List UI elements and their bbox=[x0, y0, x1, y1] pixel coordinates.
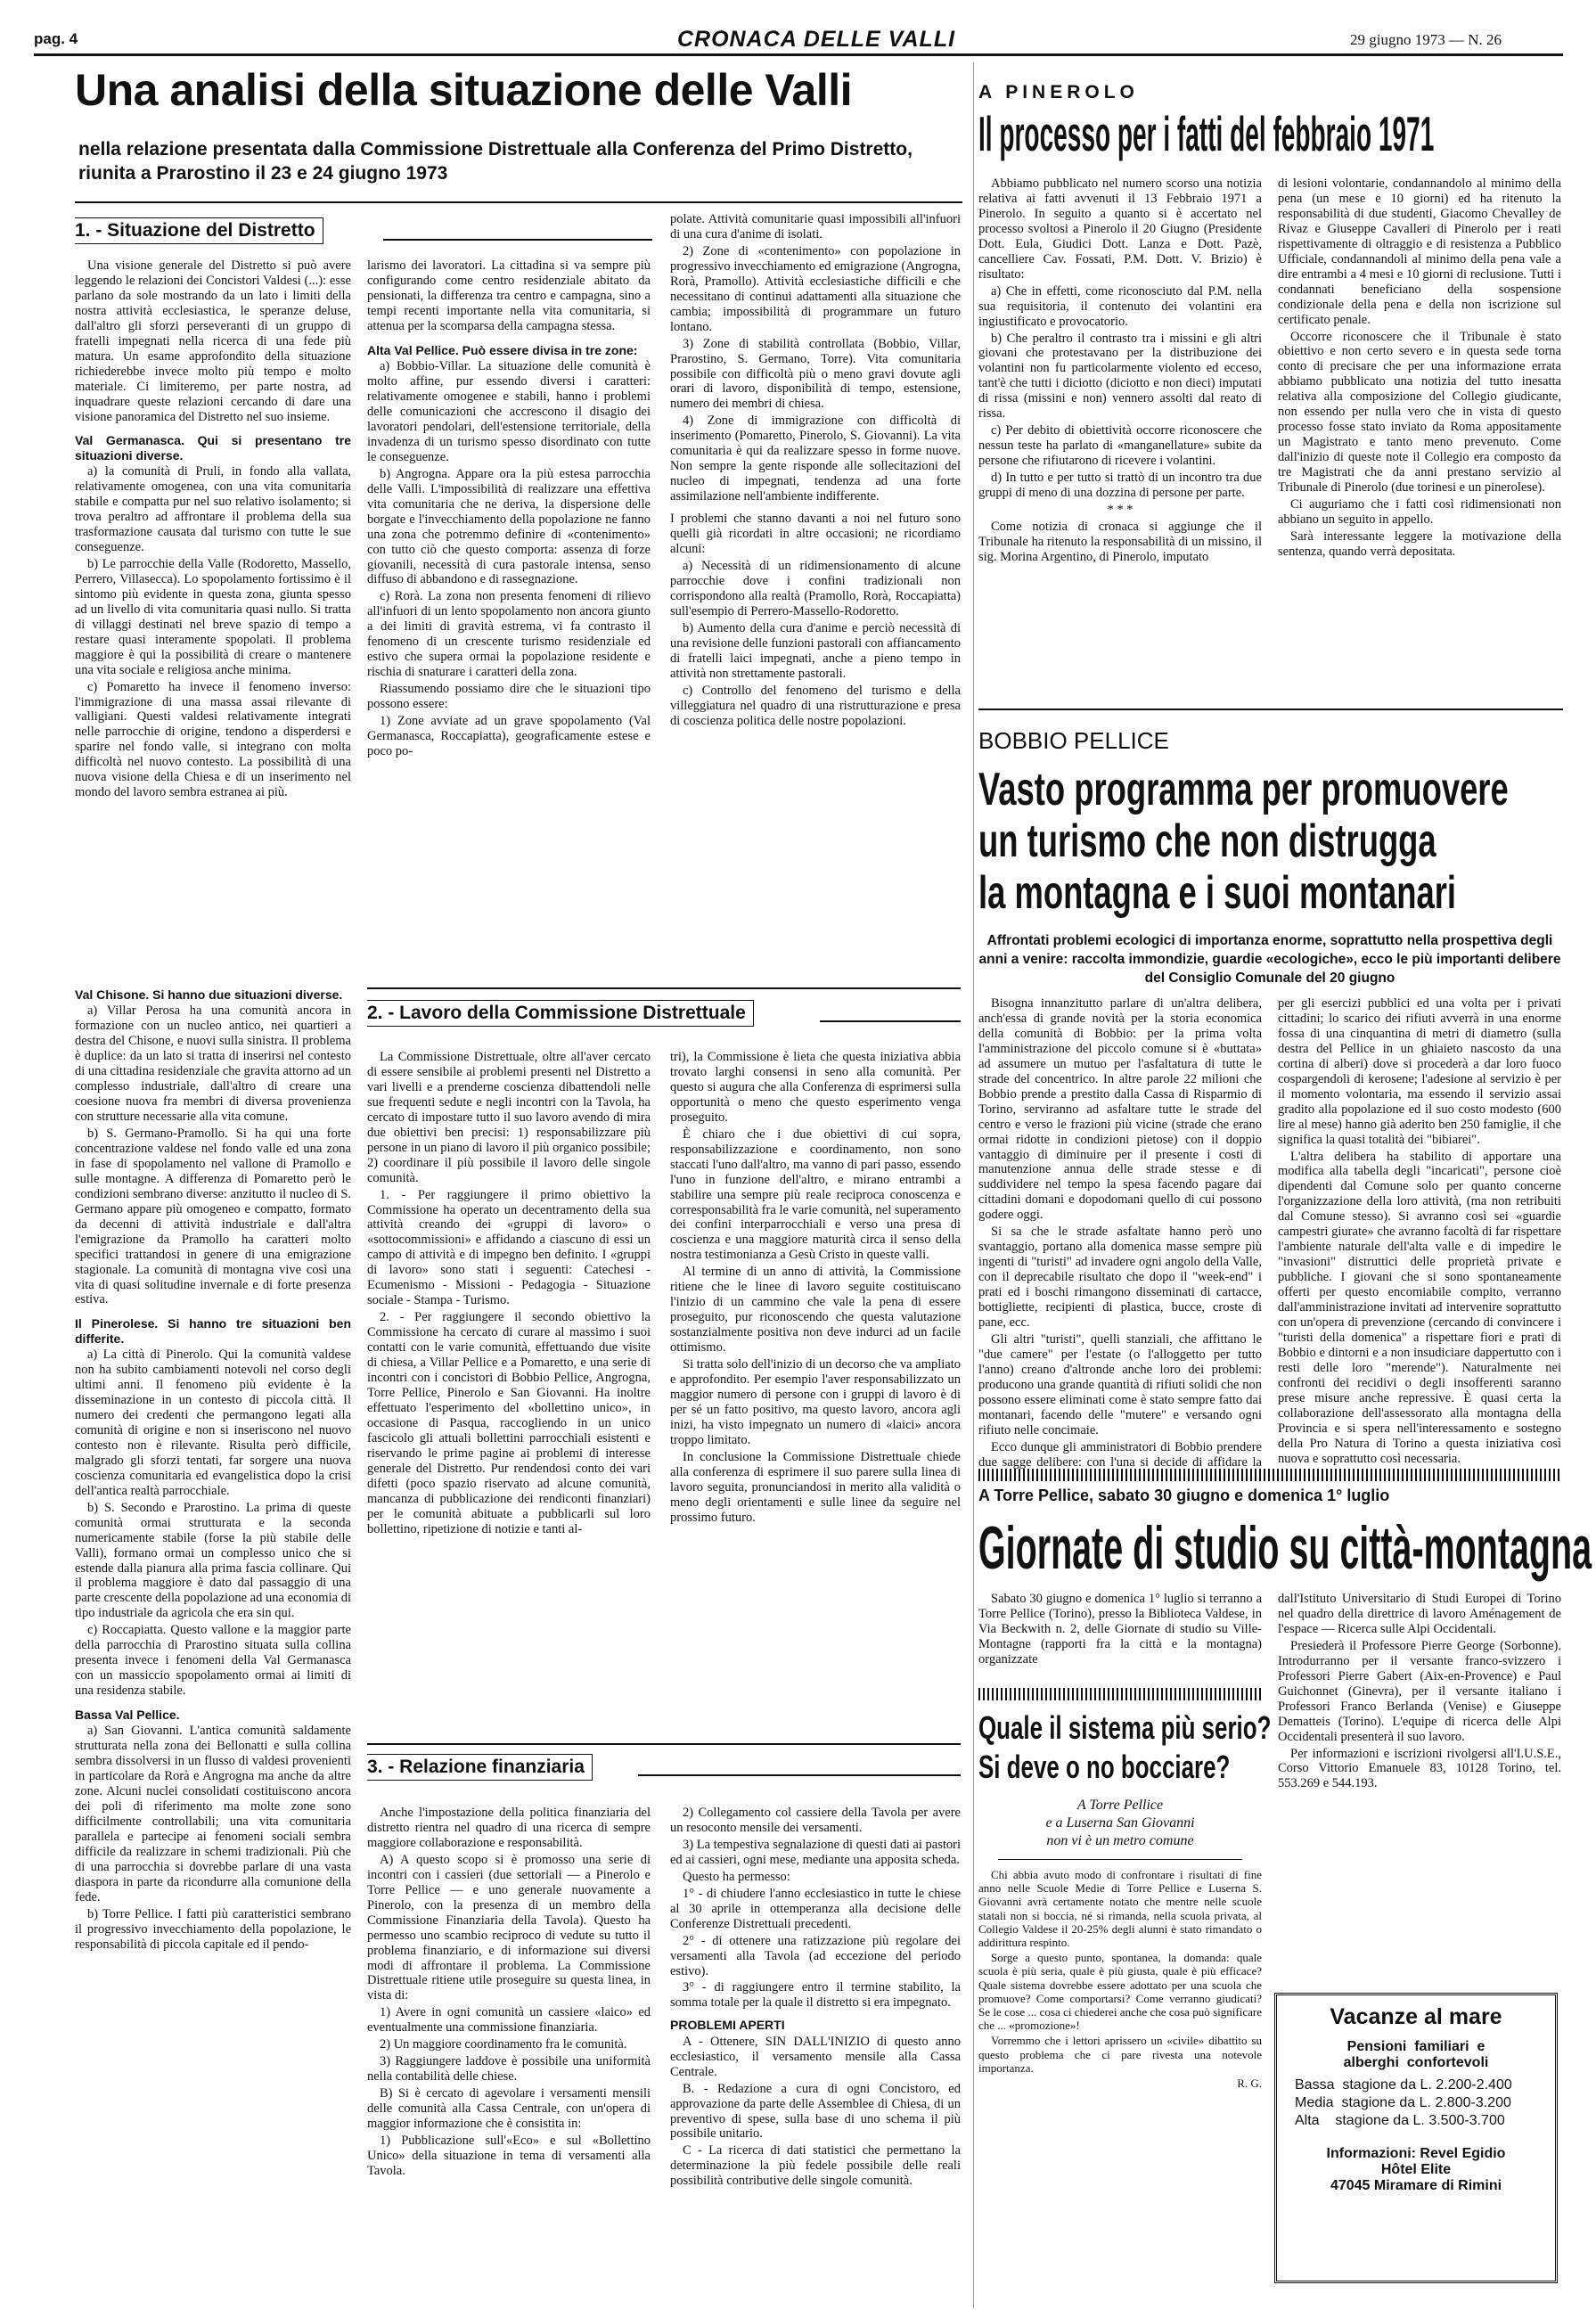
analysis-s1-col1b: Val Chisone. Si hanno due situazioni diverse. a) Villar Perosa ha una comunità ancora in formazione con un nucleo antico, nei quartieri a destra del Chisone, e nuovi sulla sinistra. Il problema è duplice: da un lato si tratta di inserirsi nel contesto di una cittadina residenziale che gravita attorno ad un complesso industriale, dall'altro di creare una coesione nuova fra membri di diversa provenienza con strutture necessarie alla vita comune. b) S. Germano-Pramollo. Si ha qui una forte concentrazione valdese nel fondo valle ed una zona in fase di spopolamento nel vallone di Pramollo e sulle montagne. A differenza di Pomaretto però le condizioni sembrano diverse: anzitutto il nucleo di S. Germano appare più omogeneo e compatto, formato da decenni di attività industriale e dall'altra l'emigrazione da Pramollo ha caratteri molto specifici trattandosi in genere di una emigrazione stagionale. La comunità di montagna vive così una vita di quasi solitudine invernale e di forte presenza estiva. Il Pinerolese. Si hanno tre situazioni ben differite. a) La città di Pinerolo. Qui la comunità valdese non ha subito cambiamenti notevoli nel corso degli ultimi anni. Il fenomeno più evidente è la disseminazione in un contesto di piccola città. Il numero dei credenti che permangono legati alla comunità di origine e non si inseriscono nel nuovo contesto non è rilevante. Risulta però difficile, malgrado gli sforzi tentati, far sorgere una nuova coscienza comunitaria ed evangelistica dopo la crisi dell'antica realtà parrocchiale. b) S. Secondo e Prarostino. La prima di queste comunità ormai strutturata e la seconda numericamente stabile (forse la più stabile delle Valli), formano ormai un complesso unico che si estende dalla pianura alla prima fascia collinare. Qui il problema maggiore è dato dal passaggio di una parte crescente della popolazione ad una economia di tipo industriale da agricola che era sin qui. c) Roccapiatta. Questo vallone e la maggior parte della parrocchia di Prarostino situata sulla collina presenta invece i fenomeni della Val Germanasca con un massiccio spopolamento ormai ai limiti di una residenza stabile. Bassa Val Pellice. a) San Giovanni. L'antica comunità saldamente strutturata nella zona dei Bellonatti e sulla collina sembra dissolversi in un flusso di valdesi provenienti in particolare da Rorà e Angrogna ma anche da altre zone. Alcuni nuclei consolidati costituiscono ancora dei poli di riferimento ma molte zone sono difficilmente controllabili; una vita comunitaria parallela e partecipe ai fenomeni sociali sembra difficile da realizzare in schemi tradizionali. Più che di una parrocchia si dovrebbe parlare di una vasta diaspora in parte da ricondurre alla comunione della fede. b) Torre Pellice. I fatti più caratteristici sembrano il progressivo invecchiamento della popolazione, le responsabilità di piccola capitale ed il pendo- bbox=[75, 987, 351, 1952]
section-2-rule bbox=[820, 1020, 961, 1022]
pinerolo-kicker: A PINEROLO bbox=[978, 82, 1139, 102]
scuola-top-hatch bbox=[978, 1688, 1262, 1700]
bobbio-col2: per gli esercizi pubblici ed una volta per i privati cittadini; lo scarico dei rifiuti avverrà in una enorme fossa di una cinquantina di metri di diametro (sulla destra del Pellice in un ghiaieto nascosto da una cortina di alberi) dove si procederà a dar loro fuoco cospargendoli di kerosene; l'adesione al servizio è per il momento volontaria, ma essendo il servizio assai gradito alla popolazione ed il suo costo modesto (600 lire al mese) hanno già aderito ben 250 famiglie, il che significa la quasi totalità dei "bibiarei". L'altra delibera ha stabilito di apportare una modifica alla tabella degli "incaricati", persone cioè dipendenti dal Comune solo per quanto concerne l'organizzazione della loro attività, (ma non retribuiti dal Comune stesso). Si avranno così sei «guardie campestri giurate» che avranno facoltà di far rispettare l'ambiente naturale dell'alta valle e di impedire le "invasioni" distruttici delle proprietà private e pubbliche. I giovani che si sono spontaneamente offerti per questo encomiabile compito, verranno dall'amministrazione invitati ad intervenire soprattutto con un'opera di prevenzione (cercando di convincere i "turisti della domenica" a rispettare fiori e prati di Bobbio e dintorni e a non insudiciare dappertutto con i resti delle loro "merende"). Naturalmente nei confronti dei recidivi o degli insofferenti saranno prese misure anche repressive. È quasi certa la collaborazione dell'assessorato alla montagna della Provincia e si spera nell'interessamento e sostegno della Pro Natura di Torino a questa iniziativa così nuova e soprattutto così necessaria. bbox=[1278, 996, 1561, 1466]
pinerolo-col1: Abbiamo pubblicato nel numero scorso una notizia relativa ai fatti avvenuti il 13 Febbraio 1971 a Pinerolo. In seguito a quanto si è accertato nel processo svoltosi a Pinerolo il 20 Giugno (Presidente Dott. Eula, Giudici Dott. Lanza e Dott. Pazè, cancelliere Cav. Fossati, P.M. Dott. V. Brizio) è risultato: a) Che in effetti, come riconosciuto dal P.M. nella sua requisitoria, il contenuto dei volantini era ingiustificato e provocatorio. b) Che peraltro il contrasto tra i missini e gli altri giovani che protestavano per la distribuzione dei volantini non fu particolarmente violento ed ecceso, tant'è che tutti i diciotto (diciotto e non dieci) imputati di rissa (missini e non) vennero assolti dal reato di rissa. c) Per debito di obiettività occorre riconoscere che nessun teste ha parlato di «manganellature» subite da persone che rifiutarono di ricevere i volantini. d) In tutto e per tutto si trattò di un incontro tra due gruppi di meno di una dozzina di persone per parte. * * * Come notizia di cronaca si aggiunge che il Tribunale ha ritenuto la responsabilità di un missino, il sig. Morina Argentino, di Pinerolo, imputato bbox=[978, 176, 1262, 564]
vacanze-row: Alta stagione da L. 3.500-3.700 bbox=[1295, 2113, 1505, 2128]
torre-col2: dall'Istituto Universitario di Studi Europei di Torino nel quadro della direttrice di lavoro Aménagement de l'espace — Ricerca sulle Alpi Occidentali. Presiederà il Professore Pierre George (Sorbonne). Introdurranno per il versante franco-svizzero i Professori Pierre Gabert (Aix-en-Provence) e Paul Guichonnet (Ginevra), per il versante italiano i Professori Franco Berlanda (Venise) e Giuseppe Dematteis (Torino). L'equipe di ricerca delle Alpi Occidentali presenterà il suo lavoro. Per informazioni e iscrizioni rivolgersi all'I.U.S.E., Corso Vittorio Emanuele 83, 10128 Torino, tel. 553.269 e 544.193. bbox=[1278, 1592, 1561, 1791]
page-number: pag. 4 bbox=[34, 30, 78, 47]
analysis-subhead-rule bbox=[75, 201, 962, 203]
vacanze-row: Media stagione da L. 2.800-3.200 bbox=[1295, 2095, 1511, 2110]
bobbio-subhead: Affrontati problemi ecologici di importanza enorme, soprattutto nella prospettiva degli anni a venire: raccolta immondizie, guardie «ecologiche», ecco le più importanti delibere del Consiglio Comunale del 20 giugno bbox=[978, 933, 1561, 986]
column-separator bbox=[973, 62, 974, 2308]
torre-top-hatch bbox=[978, 1469, 1561, 1481]
bobbio-headline-l2: un turismo che non distrugga bbox=[978, 815, 1436, 867]
bobbio-kicker: BOBBIO PELLICE bbox=[978, 727, 1169, 754]
pinerolo-bottom-rule bbox=[978, 709, 1563, 710]
analysis-s1-col2: larismo dei lavoratori. La cittadina si va sempre più configurando come centro residenziale abitato da pensionati, la differenza tra centro e campagna, sino a tempi recenti importante nella vita comunitaria, si attenua per la scomparsa della campagna stessa. Alta Val Pellice. Può essere divisa in tre zone: a) Bobbio-Villar. La situazione delle comunità è molto affine, pur essendo diversi i caratteri: relativamente omogenee e stabili, hanno i problemi delle comunicazioni che accrescono il disagio dei lavoratori pendolari, dell'estensione territoriale, della invadenza di un turismo spesso disordinato con tutte le conseguenze. b) Angrogna. Appare ora la più estesa parrocchia delle Valli. L'impossibilità di realizzare una effettiva vita comunitaria che ne deriva, la dispersione delle borgate e l'invecchiamento della popolazione ne fanno una zona che potremmo definire di «contenimento» con tutto ciò che questo comporta: assenza di forze giovanili, necessità di cura pastorale intensa, senso diffuso di abbandono e di rassegnazione. c) Rorà. La zona non presenta fenomeni di rilievo all'infuori di un lento spopolamento non ancora giunto a dei limiti di gravità estrema, vi fa contrasto il fenomeno di un crescente turismo residenziale ed estivo che supera ormai la popolazione residente e rischia di snaturare i caratteri della zona. Riassumendo possiamo dire che le situazioni tipo possono essere: 1) Zone avviate ad un grave spopolamento (Val Germanasca, Roccapiatta), geograficamente estese e poco po- bbox=[367, 258, 651, 758]
vacanze-line1: Pensioni familiari e bbox=[1346, 2039, 1486, 2054]
analysis-s3-col2: 2) Collegamento col cassiere della Tavola per avere un resoconto mensile dei versamenti. 3) La tempestiva segnalazione di questi dati ai pastori ed ai cassieri, ogni mese, mediante una apposita scheda. Questo ha permesso: 1° - di chiudere l'anno ecclesiastico in tutte le chiese al 30 aprile in ottemperanza alla decisione delle Conferenze Distrettuali precedenti. 2° - di ottenere una ratizzazione più regolare dei versamenti alla Tavola (ad eccezione del periodo estivo). 3° - di raggiungere entro il termine stabilito, la somma totale per la quale il distretto si era impegnato. PROBLEMI APERTI A - Ottenere, SIN DALL'INIZIO di questo anno ecclesiastico, il versamento mensile alla Cassa Centrale. B. - Redazione a cura di ogni Concistoro, ed approvazione da parte delle Assemblee di Chiesa, di un preventivo di spese, sulla base di uno schema il più possibile unitario. C - La ricerca di dati statistici che permettano la determinazione la più fedele possibile delle reali possibilità contributive delle singole comunità. bbox=[670, 1806, 961, 2189]
masthead-rule bbox=[34, 53, 1563, 56]
torre-kicker: A Torre Pellice, sabato 30 giugno e domenica 1° luglio bbox=[978, 1487, 1390, 1504]
pinerolo-col2: di lesioni volontarie, condannandolo al minimo della pena (un mese e 10 giorni) ed ha ritenuto la responsabilità di due studenti, Giacomo Chevalley de Rivaz e Giuseppe Cavalleri di Pinerolo per i reati rispettivamente di oltraggio e di resistenza a Pubblico Ufficiale, condannandoli al minimo della pena vale a dire entrambi a 4 mesi e 10 giorni di reclusione. Tutti i condannati beneficiano della sospensione condizionale della pena e della non iscrizione sul certificato penale. Occorre riconoscere che il Tribunale è stato obiettivo e non certo severo e in questa sede torna conto di precisare che per una informazione errata abbiamo pubblicato una notizia del tutto inesatta relativa alla composizione del Collegio giudicante, non essendo per nulla vero che in vista di questo processo fosse stato inviato da Roma appositamente un Magistrato e tanto meno prevenuto. Come dall'inizio di queste note il Collegio era composto da tre Magistrati che da anni prestano servizio al Tribunale di Pinerolo (due torinesi e un pinerolese). Ci auguriamo che i fatti così ridimensionati non abbiano un seguito in appello. Sarà interessante leggere la motivazione della sentenza, quando verrà depositata. bbox=[1278, 176, 1561, 559]
scuola-dedication-l2: e a Luserna San Giovanni bbox=[1045, 1815, 1195, 1831]
vacanze-info: Informazioni: Revel Egidio bbox=[1326, 2146, 1506, 2161]
section-3-top-rule bbox=[367, 1743, 961, 1745]
scuola-headline-l2: Si deve o no bocciare? bbox=[978, 1749, 1231, 1785]
torre-col1: Sabato 30 giugno e domenica 1° luglio si terranno a Torre Pellice (Torino), presso la Biblioteca Valdese, in Via Beckwith n. 2, delle Giornate di studio su Ville-Montagne (rapporti fra la città e la montagna) organizzate bbox=[978, 1592, 1262, 1667]
vacanze-title: Vacanze al mare bbox=[1330, 2004, 1502, 2029]
section-1-rule bbox=[383, 239, 652, 241]
analysis-s2-col2: tri), la Commissione è lieta che questa iniziativa abbia trovato larghi consensi in seno alla comunità. Per questo si augura che alla Conferenza di esprimersi sulla opportunità o meno che questo esperimento venga proseguito. È chiaro che i due obiettivi di cui sopra, responsabilizzazione e coordinamento, non sono staccati l'uno dall'altro, ma vanno di pari passo, essendo l'uno in funzione dell'altro, e mirano entrambi a stabilire una sempre più reale reciproca conoscenza e corresponsabilità fra le varie comunità, nel superamento dei confini interparrocchiali e verso una presa di coscienza e una maggiore maturità circa il senso della nostra testimonianza a Gesù Cristo in queste valli. Al termine di un anno di attività, la Commissione ritiene che le linee di lavoro seguite costituiscano l'inizio di un cammino che vale la pena di essere proseguito, pur riconoscendo che questa valutazione sostanzialmente positiva non deve indurci ad un facile ottimismo. Si tratta solo dell'inizio di un decorso che va ampliato e approfondito. Per esempio l'aver responsabilizzato un maggior numero di persone con i gruppi di lavoro è di per sé un fatto positivo, ma questo lavoro, ancora agli inizi, ha visto impegnato un numero di «laici» ancora troppo limitato. In conclusione la Commissione Distrettuale chiede alla conferenza di esprimere il suo parere sulla linea di lavoro seguita, pronunciandosi in merito alla validità o meno degli orientamenti e sulle linee da seguire nel prossimo futuro. bbox=[670, 1050, 961, 1525]
scuola-dedication-l1: A Torre Pellice bbox=[1076, 1798, 1164, 1813]
section-2-title: 2. - Lavoro della Commissione Distrettuale bbox=[367, 1000, 754, 1027]
pinerolo-headline: Il processo per i fatti del febbraio 1971 bbox=[978, 106, 1435, 161]
vacanze-hotel: Hôtel Elite bbox=[1380, 2162, 1452, 2177]
paper-name: CRONACA DELLE VALLI bbox=[677, 27, 956, 52]
bobbio-headline-l1: Vasto programma per promuovere bbox=[978, 764, 1509, 815]
section-3-rule bbox=[638, 1774, 961, 1776]
torre-headline: Giornate di studio su città-montagna bbox=[978, 1514, 1592, 1582]
section-3-title: 3. - Relazione finanziaria bbox=[367, 1754, 593, 1781]
analysis-s3-col1: Anche l'impostazione della politica finanziaria del distretto rientra nel quadro di una ricerca di sempre maggiore collaborazione e responsabilità. A) A questo scopo si è promosso una serie di incontri con i cassieri (due settoriali — a Pinerolo e Torre Pellice — e uno generale nuovamente a Pinerolo, con la presenza di un membro della Commissione Finanziaria della Tavola). Questo ha permesso uno scambio reciproco di vedute su tutto il problema finanziario, e di informazione sui diversi modi di affrontare il problema. La Commissione Distrettuale ritiene utile proseguire su questa linea, in vista di: 1) Avere in ogni comunità un cassiere «laico» ed eventualmente una commissione finanziaria. 2) Un maggiore coordinamento fra le comunità. 3) Raggiungere laddove è possibile una uniformità nella contabilità delle chiese. B) Si è cercato di agevolare i versamenti mensili delle comunità alla Cassa Centrale, con un'opera di maggior informazione che è consistita in: 1) Pubblicazione sull'«Eco» e sul «Bollettino Unico» della situazione in tema di versamenti alla Tavola. bbox=[367, 1806, 651, 2178]
analysis-s1-col1: Una visione generale del Distretto si può avere leggendo le relazioni dei Concistori Valdesi (...): esse parlano da sole mostrando da un lato i limiti della nostra attività ecclesiastica, le speranze deluse, dall'altro gli sforzi perseveranti di un gruppo di fratelli impegnati nella ricerca di una fede più matura. Un esame approfondito della situazione richiederebbe invece molto più tempo e molto materiale. Ci limiteremo, per parte nostra, ad inquadrare queste relazioni cercando di dare una visione panoramica del Distretto nel suo insieme. Val Germanasca. Qui si presentano tre situazioni diverse. a) la comunità di Pruli, in fondo alla vallata, relativamente omogenea, con una vita comunitaria stabile e compatta pur nel suo relativo isolamento; si trova peraltro ad affrontare il problema della sua trasformazione causata dal turismo con tutte le sue conseguenze. b) Le parrocchie della Valle (Rodoretto, Massello, Perrero, Villasecca). Lo spopolamento fortissimo è il sintomo più evidente in questa zona, giunta spesso ad un livello di vita comunitaria quasi nullo. Si tratta di villaggi destinati nel breve spazio di tempo a restare quasi interamente spopolati. Il problema maggiore è qui la possibilità di creare o mantenere una vita sociale e religiosa anche minima. c) Pomaretto ha invece il fenomeno inverso: l'immigrazione di una massa assai rilevante di valligiani. Questi valdesi relativamente integrati nelle parrocchie di origine, tendono a disperdersi e sparire nel fondo valle, si integrano con molta difficoltà nel nuovo contesto. La possibilità di una nuova visione della Chiesa e di un inserimento nel mondo del lavoro sembra estranea ai più. bbox=[75, 258, 351, 800]
vacanze-prices bbox=[1295, 2076, 1555, 2130]
analysis-headline: Una analisi della situazione delle Valli bbox=[75, 65, 852, 115]
bobbio-col1: Bisogna innanzitutto parlare di un'altra delibera, anch'essa di grande novità per la storia economica della comunità di Bobbio: per la prima volta l'amministrazione del piccolo comune si è «buttata» ad assumere un mutuo per l'asfaltatura di tutte le strade del concentrico. In altre parole 22 milioni che Bobbio prende a prestito dalla Cassa di Risparmio di Torino, serviranno ad asfaltare tutte le strade del centro e verso le frazioni più vicine (strade che erano ormai ridotte in condizioni pietose) con il doppio vantaggio di diminuire per il presente i costi di manutenzione annua delle strade stesse e di suddividere nel tempo la spesa facendo pagare dai cittadini domani e dopodomani quello di cui possono godere oggi. Si sa che le strade asfaltate hanno però uno svantaggio, portano alla domenica masse sempre più ingenti di "turisti" ad invadere ogni angolo della Valle, con il deprecabile risultato che dopo il "week-end" i prati ed i boschi rimangono disseminati di cartacce, bottigliette, recipienti di plastica, bucce, croste di pane, ecc. Gli altri "turisti", quelli stanziali, che affittano le "due camere" per l'estate (o l'alloggetto per tutto l'anno) creano d'altronde anche loro dei problemi: producono una grande quantità di rifiuti solidi che non possono essere eliminati come è stato sempre fatto dai montanari, facendo delle "mutere" e versando ogni rifiuto nelle concimaie. Ecco dunque gli amministratori di Bobbio prendere due sagge delibere: con l'una si decide di affidare la bbox=[978, 996, 1262, 1469]
section-1-title: 1. - Situazione del Distretto bbox=[75, 217, 323, 244]
date-issue: 29 giugno 1973 — N. 26 bbox=[1350, 31, 1502, 48]
scuola-headline-l1: Quale il sistema più serio? bbox=[978, 1709, 1272, 1746]
section-2-top-rule bbox=[367, 987, 961, 989]
vacanze-row: Bassa stagione da L. 2.200-2.400 bbox=[1295, 2077, 1512, 2093]
vacanze-city: 47045 Miramare di Rimini bbox=[1330, 2178, 1502, 2193]
bobbio-headline-l3: la montagna e i suoi montanari bbox=[978, 867, 1456, 919]
scuola-dedication bbox=[978, 1797, 1262, 1850]
scuola-dedication-l3: non vi è un metro comune bbox=[1046, 1833, 1194, 1848]
scuola-body: Chi abbia avuto modo di confrontare i risultati di fine anno nelle Scuole Medie di Torre Pellice e Luserna S. Giovanni avrà certamente notato che mentre nelle scuole statali non si boccia, né si rimanda, nella scuola privata, al Collegio Valdese il 20-25% degli alunni è stato rimandato o addirittura respinto. Sorge a questo punto, spontanea, la domanda: quale scuola è più seria, quale è più giusta, quale è più efficace? Quale sistema dovrebbe essere adottato per una scuola che promuove? Come comportarsi? Come verranno giudicati? Se le cose ... cosa ci chiederei anche che cosa può significare che ... «promozione»! Vorremmo che i lettori aprissero un «civile» dibattito su questo problema che ci pare rivesta una notevole importanza. R. G. bbox=[978, 1868, 1262, 2091]
vacanze-line2: alberghi confortevoli bbox=[1343, 2055, 1489, 2070]
analysis-s2-col1: La Commissione Distrettuale, oltre all'aver cercato di essere sensibile ai problemi presenti nel Distretto a vari livelli e a prenderne coscienza dibattendoli nelle sue frequenti sedute e negli incontri con la Tavola, ha cercato di impostare tutto il suo lavoro avendo di mira due obiettivi ben precisi: 1) responsabilizzare più persone in un piano di lavoro il più organico possibile; 2) coordinare il più possibile il lavoro delle singole comunità. 1. - Per raggiungere il primo obiettivo la Commissione ha operato un decentramento della sua attività creando dei «gruppi di lavoro» o «sottocommissioni» e affidando a ciascuno di essi un campo di attività e di impegno ben definito. I «gruppi di lavoro» sono stati i seguenti: Catechesi - Ecumenismo - Missioni - Pedagogia - Situazione sociale - Stampa - Turismo. 2. - Per raggiungere il secondo obiettivo la Commissione ha cercato di curare al massimo i suoi contatti con le varie comunità, effettuando due visite di chiesa, a Villar Pellice e a Pomaretto, e una serie di incontri con i concistori di Bobbio Pellice, Angrogna, Torre Pellice, Pinerolo e San Giovanni. Ha inoltre effettuato l'esperimento del «bollettino unico», in occasione di Pasqua, raccogliendo in un unico fascicolo gli attuali bollettini parrocchiali esistenti e riservando le prime pagine ai problemi di interesse generale del Distretto. Pur rendendosi conto dei vari difetti (poco spazio riservato ad alcune comunità, mancanza di pubblicazione dei rendiconti finanziari) per le comunità abituate a pubblicarli sul loro bollettino, ripetizione di notizie e tanti al- bbox=[367, 1050, 651, 1536]
scuola-divider bbox=[998, 1859, 1242, 1860]
vacanze-ad bbox=[1274, 1993, 1558, 2283]
analysis-subhead: nella relazione presentata dalla Commissione Distrettuale alla Conferenza del Primo Distretto, riunita a Prarostino il 23 e 24 giugno 1973 bbox=[78, 139, 913, 184]
analysis-s1-col3: polate. Attività comunitarie quasi impossibili all'infuori di una cura d'anime di isolati. 2) Zone di «contenimento» con popolazione in progressivo invecchiamento ed emigrazione (Angrogna, Rorà, Pramollo). Attività ecclesiastiche difficili e che necessitano di continui adattamenti alla situazione che cambia; impossibilità di programmare un futuro lontano. 3) Zone di stabilità controllata (Bobbio, Villar, Prarostino, S. Germano, Torre). Vita comunitaria possibile con difficoltà più o meno gravi dovute agli orari di lavoro, disponibilità di tempo, estensione, numero dei membri di chiesa. 4) Zone di immigrazione con difficoltà di inserimento (Pomaretto, Pinerolo, S. Giovanni). La vita comunitaria è qui da realizzare spesso in forme nuove. Non sempre la gente risponde alle sollecitazioni del nucleo di impegnati, tendenza ad una forte assimilazione nell'ambiente indifferente. I problemi che stanno davanti a noi nel futuro sono quelli già ricordati in altre occasioni; ne ricordiamo alcuni: a) Necessità di un ridimensionamento di alcune parrocchie dove i confini tradizionali non corrispondono alla realtà (Pramollo, Rorà, Roccapiatta) sull'esempio di Perrero-Massello-Rodoretto. b) Aumento della cura d'anime e perciò necessità di una revisione delle funzioni pastorali con affiancamento di fratelli laici impegnati, anche a pieno tempo in attività non strettamente pastorali. c) Controllo del fenomeno del turismo e della villeggiatura nel quadro di una ristrutturazione e presa di coscienza politica delle nostre popolazioni. bbox=[670, 212, 961, 728]
